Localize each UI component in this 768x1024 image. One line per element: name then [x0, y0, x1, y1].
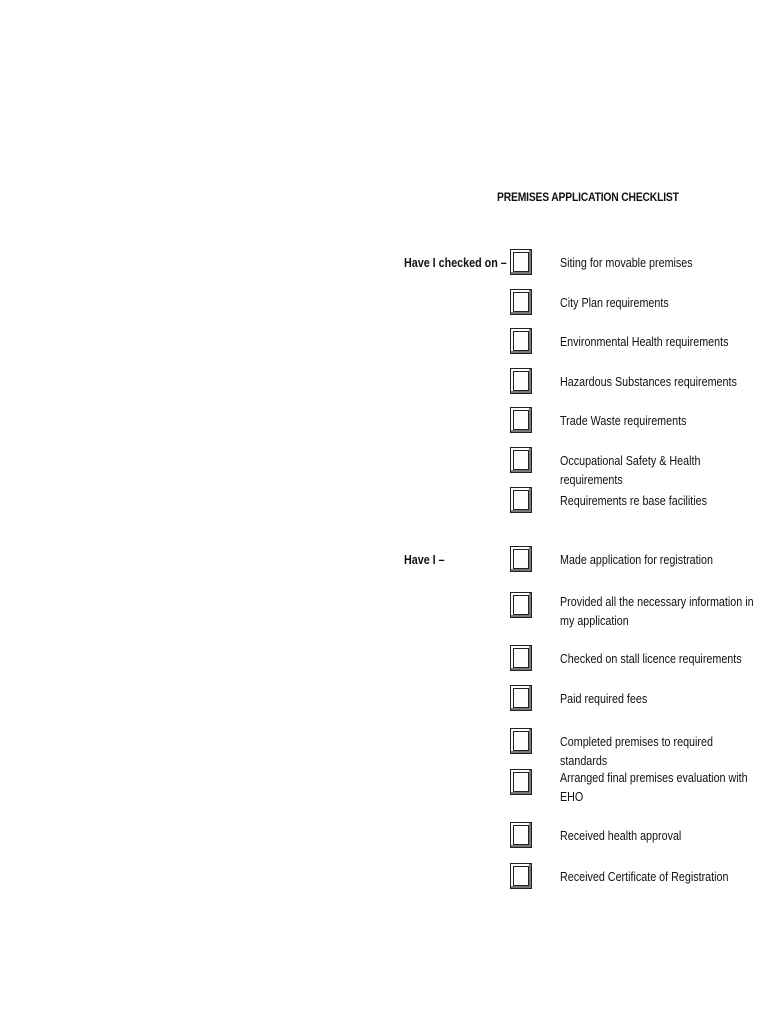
checklist-item	[508, 487, 758, 517]
checkbox[interactable]	[510, 592, 532, 618]
checklist-item-label: Environmental Health requirements	[560, 335, 729, 349]
checklist-item-label: Provided all the necessary information in my application	[560, 595, 754, 628]
checklist-item-label: Trade Waste requirements	[560, 414, 687, 428]
checkbox[interactable]	[510, 769, 532, 795]
checkbox[interactable]	[510, 249, 532, 275]
checklist-item	[508, 863, 758, 893]
section-label-checked-on: Have I checked on –	[404, 256, 507, 270]
checklist-item-label: Arranged final premises evaluation with EHO	[560, 771, 748, 804]
checklist-item-label: Completed premises to required standards	[560, 735, 713, 768]
checkbox[interactable]	[510, 368, 532, 394]
checkbox[interactable]	[510, 328, 532, 354]
section-label-have-i: Have I –	[404, 553, 445, 567]
checklist-item-label: Made application for registration	[560, 553, 713, 567]
checkbox[interactable]	[510, 645, 532, 671]
checklist-item-label: City Plan requirements	[560, 296, 669, 310]
checklist-item-label: Checked on stall licence requirements	[560, 652, 742, 666]
checklist-item	[508, 407, 758, 437]
checklist-item-label: Hazardous Substances requirements	[560, 375, 737, 389]
checklist-item-label: Occupational Safety & Health requirements	[560, 454, 701, 487]
checklist-item	[508, 822, 758, 852]
checklist-item	[508, 546, 758, 576]
checkbox[interactable]	[510, 407, 532, 433]
checkbox[interactable]	[510, 728, 532, 754]
checklist-item	[508, 328, 758, 358]
page-title: PREMISES APPLICATION CHECKLIST	[497, 190, 679, 204]
checklist-item-label: Received health approval	[560, 829, 682, 843]
checklist-item-label: Siting for movable premises	[560, 256, 693, 270]
checklist-item-label: Paid required fees	[560, 692, 648, 706]
checklist-item	[508, 592, 758, 628]
checklist-item	[508, 289, 758, 319]
checkbox[interactable]	[510, 447, 532, 473]
checklist-item-label: Received Certificate of Registration	[560, 870, 729, 884]
checkbox[interactable]	[510, 289, 532, 315]
checklist-item	[508, 769, 758, 804]
checklist-item	[508, 728, 758, 768]
checklist-item	[508, 645, 758, 675]
checklist-item	[508, 447, 758, 487]
checkbox[interactable]	[510, 487, 532, 513]
checkbox[interactable]	[510, 685, 532, 711]
checklist-item	[508, 249, 758, 279]
checklist-item	[508, 685, 758, 715]
checklist-item-label: Requirements re base facilities	[560, 494, 707, 508]
checkbox[interactable]	[510, 863, 532, 889]
checklist-item	[508, 368, 758, 398]
checkbox[interactable]	[510, 822, 532, 848]
checkbox[interactable]	[510, 546, 532, 572]
